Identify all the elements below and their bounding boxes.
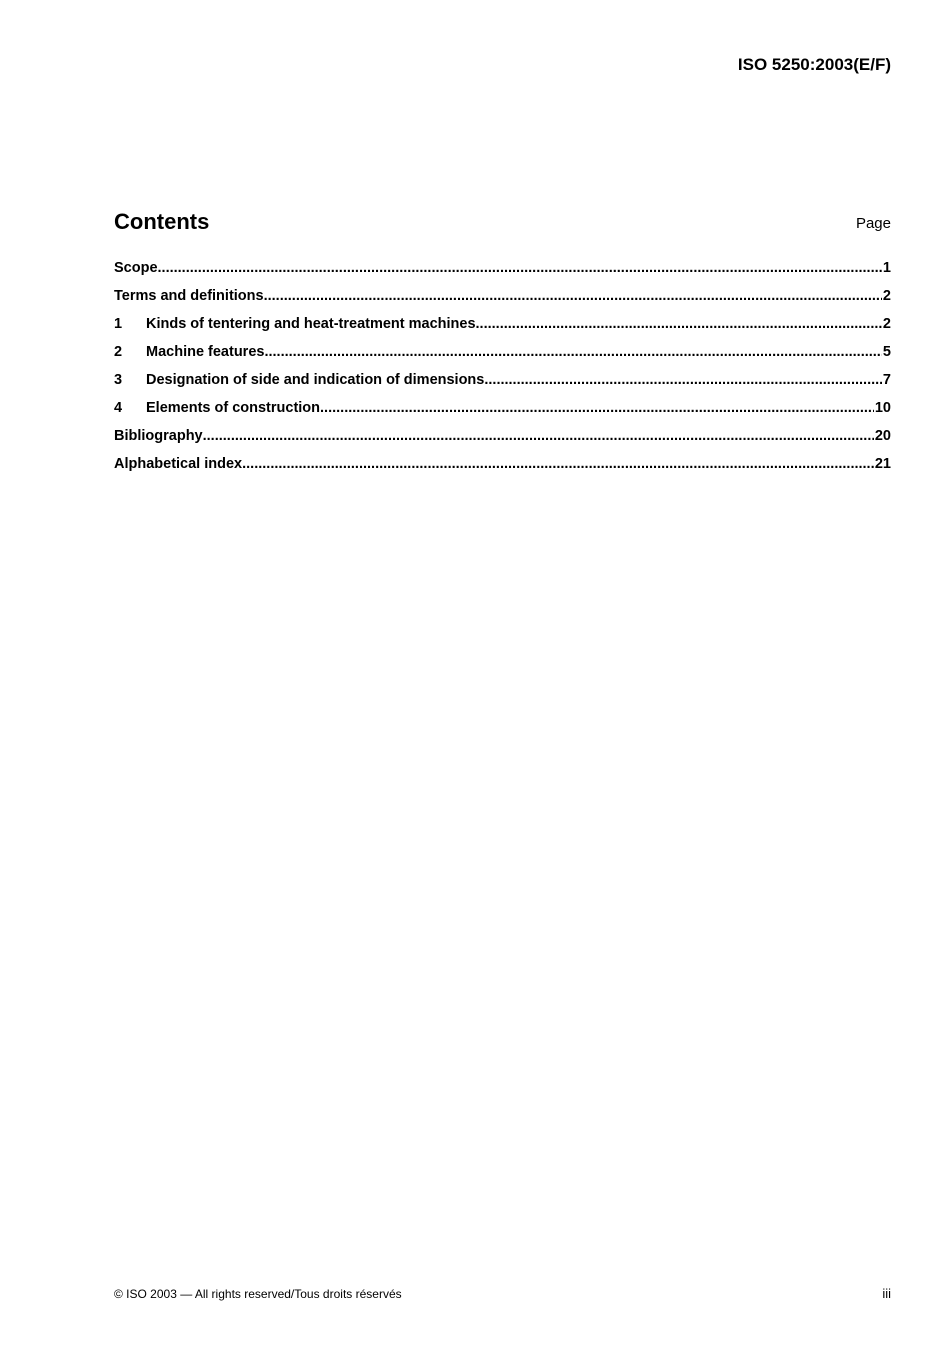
toc-entry-bibliography[interactable] (114, 426, 891, 454)
toc-entry-number: 1 (114, 316, 123, 332)
toc-entry-label: Kinds of tentering and heat-treatment machines (146, 316, 476, 332)
toc-entry-designation-of-side[interactable] (114, 370, 891, 398)
dot-leader (264, 342, 881, 362)
footer-page-number: iii (882, 1286, 891, 1301)
toc-entry-label: Designation of side and indication of dimensions (146, 372, 485, 388)
toc-entry-elements-of-construction[interactable] (114, 398, 891, 426)
toc-entry-page: 20 (874, 428, 891, 444)
page-title: Contents (114, 209, 210, 234)
dot-leader (484, 370, 882, 390)
toc-entry-machine-features[interactable] (114, 342, 891, 370)
table-of-contents (114, 258, 891, 482)
dot-leader (203, 426, 874, 446)
toc-entry-page: 5 (882, 344, 891, 360)
toc-entry-page: 21 (874, 456, 891, 472)
toc-header (114, 208, 891, 238)
toc-entry-label: Terms and definitions (114, 288, 264, 304)
toc-entry-label: Machine features (146, 344, 265, 360)
toc-entry-alphabetical-index[interactable] (114, 454, 891, 482)
toc-entry-label: Alphabetical index (114, 456, 243, 472)
dot-leader (242, 454, 874, 474)
toc-entry-page: 10 (874, 400, 891, 416)
dot-leader (320, 398, 874, 418)
page-column-label: Page (855, 215, 891, 232)
dot-leader (158, 258, 882, 278)
footer-copyright: © ISO 2003 — All rights reserved/Tous droits réservés (114, 1287, 402, 1301)
dot-leader (476, 314, 882, 334)
toc-entry-kinds-of-machines[interactable] (114, 314, 891, 342)
toc-entry-number: 4 (114, 400, 123, 416)
toc-entry-scope[interactable] (114, 258, 891, 286)
document-id: ISO 5250:2003(E/F) (737, 55, 891, 74)
toc-entry-terms-and-definitions[interactable] (114, 286, 891, 314)
toc-entry-number: 2 (114, 344, 123, 360)
toc-entry-label: Scope (114, 260, 158, 276)
toc-entry-label: Elements of construction (146, 400, 321, 416)
toc-entry-number: 3 (114, 372, 123, 388)
toc-entry-page: 2 (882, 316, 891, 332)
dot-leader (264, 286, 882, 306)
toc-entry-page: 2 (882, 288, 891, 304)
toc-entry-page: 7 (882, 372, 891, 388)
toc-entry-label: Bibliography (114, 428, 203, 444)
toc-entry-page: 1 (882, 260, 891, 276)
